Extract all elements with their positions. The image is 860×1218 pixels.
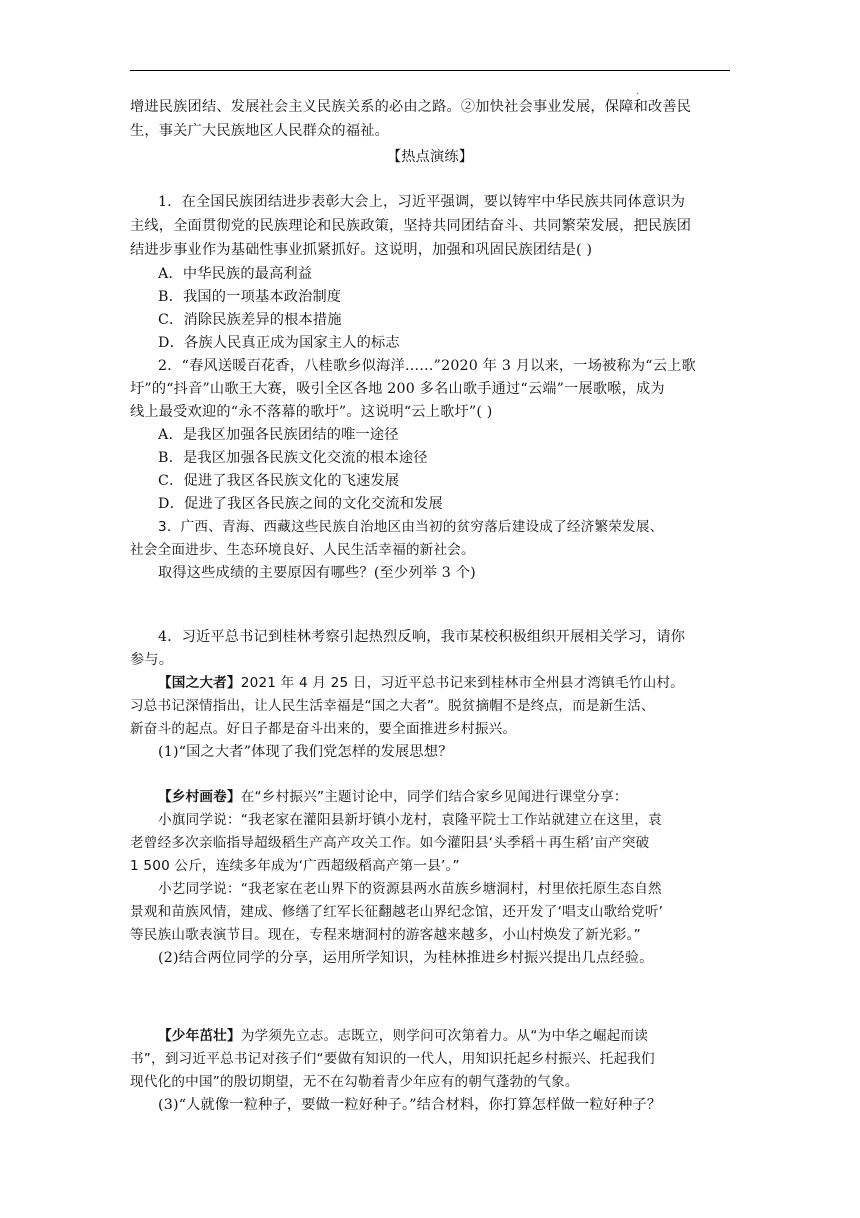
q2-stem: 圩”的“抖音”山歌王大赛，吸引全区各地 200 多名山歌手通过“云端”一展歌喉，成为: [130, 381, 665, 397]
corner-mark: .: [636, 86, 640, 97]
q1-option-a: A．中华民族的最高利益: [158, 266, 313, 282]
q2-option-b: B．是我区加强各民族文化交流的根本途径: [158, 450, 428, 466]
q4-ask-1: (1)“国之大者”体现了我们党怎样的发展思想？: [158, 744, 453, 760]
q1-option-d: D．各族人民真正成为国家主人的标志: [158, 335, 400, 351]
xiangcun-paragraph: [158, 786, 730, 808]
q1-stem: 结进步事业作为基础性事业抓紧抓好。这说明，加强和巩固民族团结是( ): [130, 242, 593, 258]
xiangcun-text: 景观和苗族风情，建成、修缮了红军长征翻越老山界纪念馆，还开发了‘唱支山歌给党听’: [130, 904, 664, 920]
shaonian-text: 书”，到习近平总书记对孩子们“要做有知识的一代人，用知识托起乡村振兴、托起我们: [130, 1051, 655, 1067]
q4-intro: 4．习近平总书记到桂林考察引起热烈反响，我市某校积极组织开展相关学习，请你: [158, 629, 686, 645]
section-title: 【热点演练】: [386, 149, 474, 165]
xiangcun-text: 等民族山歌表演节目。现在，专程来塘洞村的游客越来越多，小山村焕发了新光彩。”: [130, 927, 641, 943]
xiangcun-text: 在“乡村振兴”主题讨论中，同学们结合家乡见闻进行课堂分享：: [240, 789, 628, 805]
q2-option-a: A．是我区加强各民族团结的唯一途径: [158, 427, 399, 443]
q3-ask: 取得这些成绩的主要原因有哪些？(至少列举 3 个): [158, 565, 476, 581]
xiangcun-tag: 【乡村画卷】: [158, 789, 241, 805]
q3-stem: 社会全面进步、生态环境良好、人民生活幸福的新社会。: [130, 542, 475, 558]
text-line: 生，事关广大民族地区人民群众的福祉。: [130, 123, 389, 139]
q4-intro: 参与。: [130, 652, 174, 668]
guozhi-text: 习总书记深情指出，让人民生活幸福是“国之大者”。脱贫摘帽不是终点，而是新生活、: [130, 698, 655, 714]
xiangcun-text: 老曾经多次亲临指导超级稻生产高产攻关工作。如今灌阳县‘头季稻＋再生稻’亩产突破: [130, 835, 650, 851]
q1-option-c: C．消除民族差异的根本措施: [158, 312, 342, 328]
guozhi-text: 2021 年 4 月 25 日，习近平总书记来到桂林市全州县才湾镇毛竹山村。: [240, 675, 684, 691]
text-line: 增进民族团结、发展社会主义民族关系的必由之路。②加快社会事业发展，保障和改善民: [130, 99, 692, 115]
guozhi-text: 新奋斗的起点。好日子都是奋斗出来的，要全面推进乡村振兴。: [130, 721, 517, 737]
q1-stem: 1．在全国民族团结进步表彰大会上，习近平强调，要以铸牢中华民族共同体意识为: [158, 194, 686, 210]
q1-stem: 主线，全面贯彻党的民族理论和民族政策，坚持共同团结奋斗、共同繁荣发展，把民族团: [130, 218, 692, 234]
shaonian-paragraph: [158, 1025, 730, 1047]
q2-option-d: D．促进了我区各民族之间的文化交流和发展: [158, 496, 443, 512]
xiangcun-text: 小艺同学说：“我老家在老山界下的资源县两水苗族乡塘洞村，村里依托原生态自然: [158, 881, 662, 897]
q2-option-c: C．促进了我区各民族文化的飞速发展: [158, 473, 400, 489]
q1-option-b: B．我国的一项基本政治制度: [158, 289, 342, 305]
xiangcun-text: 1 500 公斤，连续多年成为‘广西超级稻高产第一县’。”: [130, 858, 460, 874]
shaonian-text: 为学须先立志。志既立，则学问可次第着力。从“为中华之崛起而读: [240, 1028, 649, 1044]
shaonian-text: 现代化的中国”的殷切期望，无不在勾勒着青少年应有的朝气蓬勃的气象。: [130, 1074, 579, 1090]
q4-ask-2: (2)结合两位同学的分享，运用所学知识，为桂林推进乡村振兴提出几点经验。: [158, 950, 654, 966]
q2-stem: 2．“春风送暖百花香，八桂歌乡似海洋……”2020 年 3 月以来，一场被称为“云上歌: [158, 358, 696, 374]
q4-ask-3: (3)“人就像一粒种子，要做一粒好种子。”结合材料，你打算怎样做一粒好种子？: [158, 1097, 662, 1113]
shaonian-tag: 【少年茁壮】: [158, 1028, 241, 1044]
q3-stem: 3．广西、青海、西藏这些民族自治地区由当初的贫穷落后建设成了经济繁荣发展、: [158, 519, 664, 535]
guozhi-paragraph: [158, 672, 730, 694]
xiangcun-text: 小旗同学说：“我老家在灌阳县新圩镇小龙村，袁隆平院士工作站就建立在这里，袁: [158, 812, 662, 828]
guozhi-tag: 【国之大者】: [158, 675, 241, 691]
q2-stem: 线上最受欢迎的“永不落幕的歌圩”。这说明“云上歌圩”( ): [130, 404, 493, 420]
header-rule: [130, 70, 730, 71]
